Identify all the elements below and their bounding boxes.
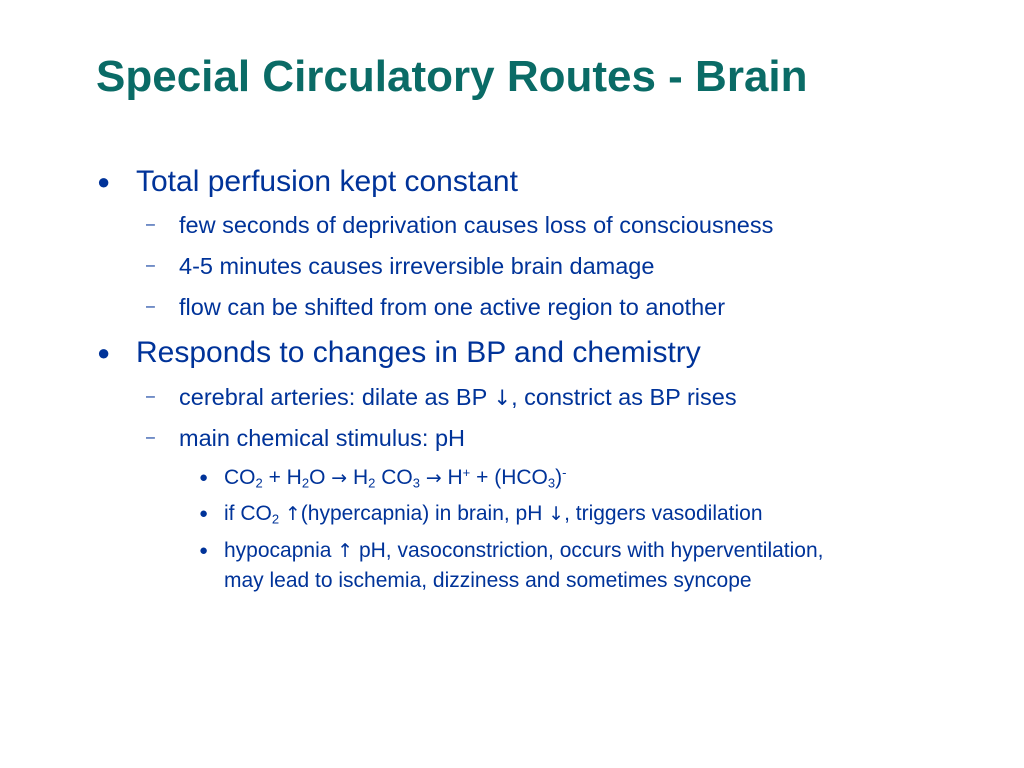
bullet-dot-icon: ●: [199, 542, 209, 559]
subbullet-cerebral-arteries: cerebral arteries: dilate as BP ↓, constrict as BP rises: [179, 384, 737, 410]
dash-icon: –: [146, 388, 155, 405]
dash-icon: –: [146, 298, 155, 315]
subbullet-flow-shift: flow can be shifted from one active region to another: [179, 294, 726, 320]
bullet-total-perfusion: Total perfusion kept constant: [136, 165, 518, 198]
subbullet-brain-damage: 4-5 minutes causes irreversible brain damage: [179, 253, 655, 279]
subbullet-deprivation: few seconds of deprivation causes loss of consciousness: [179, 212, 774, 238]
down-arrow-icon: ↓: [493, 385, 512, 410]
slide-title: Special Circulatory Routes - Brain: [96, 52, 808, 101]
right-arrow-icon: →: [425, 467, 442, 489]
right-arrow-icon: →: [331, 467, 348, 489]
hypercapnia-line: if $CO_2$ ↑(hypercapnia) in brain, pH ↓, triggers vasodilation: [224, 502, 763, 527]
up-arrow-icon: ↑: [337, 540, 354, 562]
hypocapnia-line-continued: may lead to ischemia, dizziness and sometimes syncope: [224, 569, 752, 592]
dash-icon: –: [146, 429, 155, 446]
hypocapnia-line: hypocapnia ↑ pH, vasoconstriction, occurs with hyperventilation,: [224, 539, 824, 562]
dash-icon: –: [146, 216, 155, 233]
down-arrow-icon: ↓: [548, 503, 565, 525]
bullet-responds: Responds to changes in BP and chemistry: [136, 336, 701, 369]
equation-line: $CO_2 + H_2O \to H_2$ $CO_3 \to H^+ + (HCO_3)^-$: [224, 464, 567, 491]
dash-icon: –: [146, 257, 155, 274]
bullet-dot-icon: ●: [199, 469, 209, 486]
subbullet-chemical-stimulus: main chemical stimulus: pH: [179, 425, 466, 451]
bullet-dot-icon: ●: [97, 340, 111, 365]
bullet-dot-icon: ●: [199, 505, 209, 522]
up-arrow-icon: ↑: [284, 503, 301, 525]
bullet-dot-icon: ●: [97, 169, 111, 194]
